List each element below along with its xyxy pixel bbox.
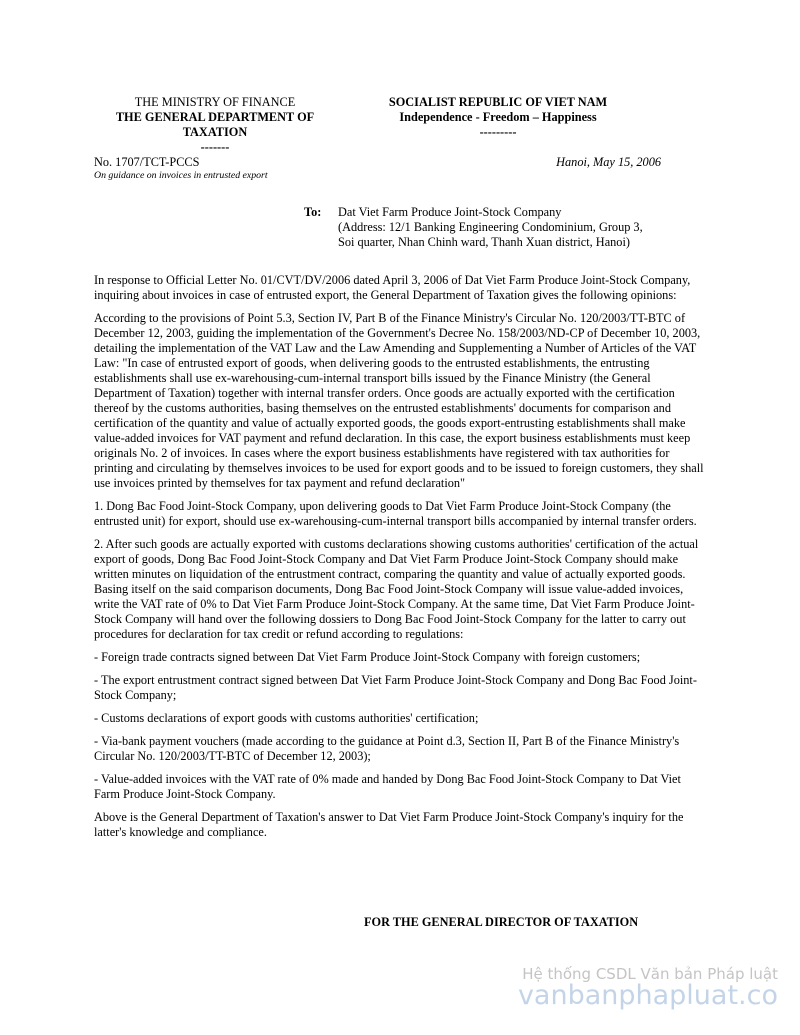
letter-body [94, 273, 706, 848]
national-title: SOCIALIST REPUBLIC OF VIET NAM [388, 95, 608, 109]
paragraph: 1. Dong Bac Food Joint-Stock Company, upon delivering goods to Dat Viet Farm Produce Joint-Stock Company (the entrusted unit) for export, should use ex-warehousing-cum-internal transport bills accompanied by internal transfer orders. [94, 499, 697, 528]
issuer-rule: ------- [200, 140, 230, 154]
watermark-title: Hệ thống CSDL Văn bản Pháp luật [522, 965, 778, 983]
place-date: Hanoi, May 15, 2006 [556, 155, 661, 169]
recipient-label: To: [304, 205, 322, 219]
paragraph: - The export entrustment contract signed between Dat Viet Farm Produce Joint-Stock Company and Dong Bac Food Joint-Stock Company; [94, 673, 697, 702]
recipient-name: Dat Viet Farm Produce Joint-Stock Company [338, 205, 562, 219]
recipient-block [304, 205, 644, 250]
recipient-address: (Address: 12/1 Banking Engineering Condominium, Group 3, Soi quarter, Nhan Chinh ward, Thanh Xuan district, Hanoi) [338, 220, 643, 249]
paragraph: In response to Official Letter No. 01/CVT/DV/2006 dated April 3, 2006 of Dat Viet Farm Produce Joint-Stock Company, inquiring about invoices in case of entrusted export, the General Department of Taxation gives the following opinions: [94, 273, 691, 302]
paragraph: - Value-added invoices with the VAT rate of 0% made and handed by Dong Bac Food Joint-Stock Company to Dat Viet Farm Produce Joint-Stock Company. [94, 772, 681, 801]
national-motto: Independence - Freedom – Happiness [399, 110, 597, 124]
national-rule: --------- [479, 125, 517, 139]
paragraph: According to the provisions of Point 5.3, Section IV, Part B of the Finance Ministry's Circular No. 120/2003/TT-BTC of December 12, 2003, guiding the implementation of the Government's Decree No. 158/2003/ND-CP of December 10, 2003, detailing the implementation of the VAT Law and the Law Amending and Supplementing a Number of Articles of the VAT Law: "In case of entrusted export of goods, when delivering goods to the entrusted establishments, the entrusting establishments shall use ex-warehousing-cum-internal transport bills issued by the Finance Ministry (the General Department of Taxation) together with internal transfer orders. Once goods are actually exported with the certification thereof by the customs authorities, basing themselves on the entrusted establishments' documents for comparison and certification of the quantity and value of actually exported goods, the goods export-entrusting establishments shall make value-added invoices for VAT payment and refund declaration. In this case, the export business establishments must keep originals No. 2 of invoices. In cases where the export business establishments have registered with tax authorities for printing and circulating by themselves invoices to be used for export goods and to be issued to foreign customers, they shall use invoices printed by themselves for tax payment and refund declaration" [94, 311, 704, 490]
issuer-header [92, 95, 338, 155]
document-subject: On guidance on invoices in entrusted export [94, 170, 268, 181]
paragraph: - Customs declarations of export goods with customs authorities' certification; [94, 711, 479, 725]
issuer-department: THE GENERAL DEPARTMENT OF [115, 110, 315, 124]
paragraph: Above is the General Department of Taxation's answer to Dat Viet Farm Produce Joint-Stock Company's inquiry for the latter's knowledge and compliance. [94, 810, 684, 839]
national-header [366, 95, 630, 140]
watermark-site: vanbanphapluat.co [517, 980, 778, 1011]
paragraph: 2. After such goods are actually exported with customs declarations showing customs authorities' certification of the actual export of goods, Dong Bac Food Joint-Stock Company and Dat Viet Farm Produce Joint-Stock Company should make written minutes on liquidation of the entrustment contract, comparing the quantity and value of actually exported goods. Basing itself on the said comparison documents, Dong Bac Food Joint-Stock Company will issue value-added invoices, write the VAT rate of 0% to Dat Viet Farm Produce Joint-Stock Company. At the same time, Dat Viet Farm Produce Joint-Stock Company will hand over the following dossiers to Dong Bac Food Joint-Stock Company for the latter to carry out procedures for declaration for tax credit or refund according to regulations: [94, 537, 699, 641]
issuer-ministry: THE MINISTRY OF FINANCE [134, 95, 296, 109]
document-number: No. 1707/TCT-PCCS [94, 155, 200, 169]
issuer-department-cont: TAXATION [182, 125, 248, 139]
paragraph: - Foreign trade contracts signed between Dat Viet Farm Produce Joint-Stock Company with foreign customers; [94, 650, 641, 664]
signature-block: FOR THE GENERAL DIRECTOR OF TAXATION [364, 915, 639, 929]
paragraph: - Via-bank payment vouchers (made according to the guidance at Point d.3, Section II, Part B of the Finance Ministry's Circular No. 120/2003/TT-BTC of December 12, 2003); [94, 734, 680, 763]
